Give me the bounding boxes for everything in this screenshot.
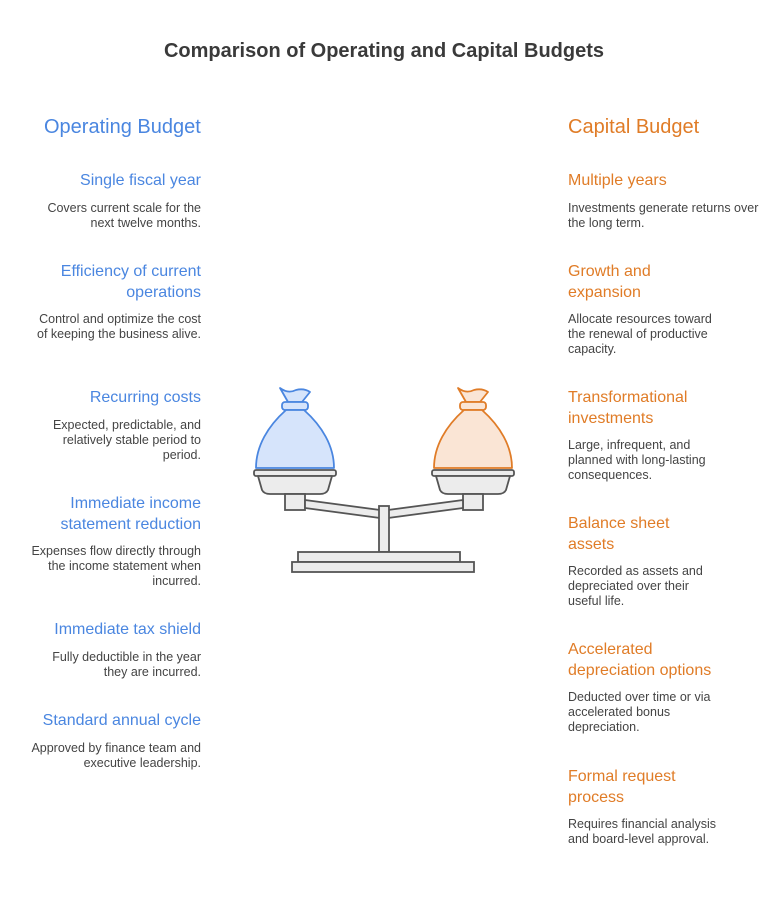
capital-item xyxy=(568,388,768,484)
capital-item xyxy=(568,514,768,610)
operating-item xyxy=(0,388,201,463)
operating-item-desc: Expected, predictable, and relatively stable period to period. xyxy=(52,417,201,462)
capital-item xyxy=(568,640,768,736)
capital-item-desc: Recorded as assets and depreciated over their useful life. xyxy=(568,564,703,609)
operating-item-title: Immediate income statement reduction xyxy=(60,495,201,533)
operating-item-title: Single fiscal year xyxy=(80,172,201,189)
capital-item-desc: Deducted over time or via accelerated bonus depreciation. xyxy=(568,690,711,735)
operating-item-desc: Fully deductible in the year they are incurred. xyxy=(52,649,201,679)
capital-item-desc: Large, infrequent, and planned with long-lasting consequences. xyxy=(568,438,706,483)
capital-item xyxy=(568,262,768,358)
capital-item-title: Balance sheet assets xyxy=(568,515,670,553)
capital-item xyxy=(568,767,768,847)
operating-item-desc: Expenses flow directly through the income statement when incurred. xyxy=(31,544,201,589)
capital-budget-heading: Capital Budget xyxy=(568,116,700,138)
page-title: Comparison of Operating and Capital Budgets xyxy=(163,40,605,62)
operating-item-desc: Control and optimize the cost of keeping the business alive. xyxy=(37,312,201,342)
capital-item-title: Accelerated depreciation options xyxy=(568,641,712,679)
capital-item-desc: Requires financial analysis and board-level approval. xyxy=(568,817,716,847)
capital-item xyxy=(568,171,768,231)
operating-item-desc: Approved by finance team and executive leadership. xyxy=(31,740,201,770)
operating-item xyxy=(0,620,201,680)
operating-item-desc: Covers current scale for the next twelve months. xyxy=(47,200,201,230)
money-bag-icon xyxy=(256,388,334,468)
operating-item-title: Efficiency of current operations xyxy=(60,263,201,301)
operating-item xyxy=(0,171,201,231)
operating-item-title: Standard annual cycle xyxy=(42,712,201,729)
capital-item-title: Transformational investments xyxy=(568,389,688,427)
capital-item-desc: Investments generate returns over the long term. xyxy=(568,200,759,230)
operating-budget-heading: Operating Budget xyxy=(44,116,201,138)
balance-scale-icon xyxy=(248,386,518,578)
operating-item xyxy=(0,494,201,590)
operating-item xyxy=(0,711,201,771)
capital-item-title: Growth and expansion xyxy=(568,263,651,301)
capital-item-title: Multiple years xyxy=(568,172,667,189)
operating-item-title: Recurring costs xyxy=(89,389,201,406)
capital-item-desc: Allocate resources toward the renewal of productive capacity. xyxy=(568,312,712,357)
operating-item xyxy=(0,262,201,342)
money-bag-icon xyxy=(434,388,512,468)
operating-item-title: Immediate tax shield xyxy=(54,621,201,638)
capital-item-title: Formal request process xyxy=(568,768,676,806)
